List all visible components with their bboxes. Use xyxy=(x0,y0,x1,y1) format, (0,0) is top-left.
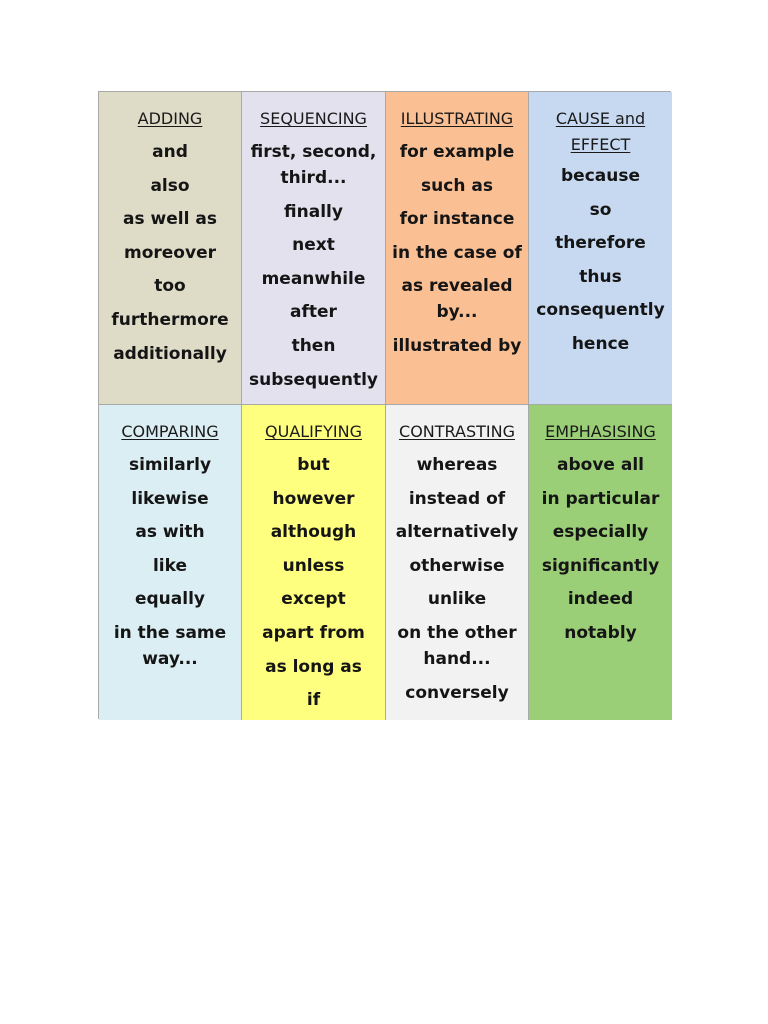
list-item: in particular xyxy=(541,488,660,509)
list-item: conversely xyxy=(405,682,509,703)
list-item: notably xyxy=(564,622,637,643)
category-cell-emphasising xyxy=(529,405,672,720)
category-heading: ILLUSTRATING xyxy=(400,109,514,128)
word-list xyxy=(242,452,385,713)
category-cell-adding xyxy=(99,92,242,405)
list-item: so xyxy=(589,199,612,220)
list-item: additionally xyxy=(113,343,227,364)
word-list xyxy=(99,139,241,367)
list-item: in the same way... xyxy=(113,622,227,669)
list-item: similarly xyxy=(128,455,212,475)
list-item: consequently xyxy=(536,300,665,321)
list-item: after xyxy=(290,302,337,323)
list-item: as well as xyxy=(123,209,217,230)
category-heading: COMPARING xyxy=(121,422,219,441)
list-item: significantly xyxy=(541,555,660,576)
word-list xyxy=(529,452,672,646)
list-item: but xyxy=(297,455,330,475)
list-item: equally xyxy=(134,589,205,610)
list-item: like xyxy=(152,555,188,576)
list-item: moreover xyxy=(124,242,216,263)
list-item: alternatively xyxy=(395,522,519,543)
list-item: too xyxy=(154,276,186,297)
list-item: for instance xyxy=(399,209,515,230)
list-item: meanwhile xyxy=(261,268,366,289)
list-item: although xyxy=(270,522,357,543)
list-item: on the other hand... xyxy=(397,622,517,669)
list-item: also xyxy=(150,175,190,196)
list-item: as revealed by... xyxy=(401,276,513,323)
word-list xyxy=(386,452,528,706)
list-item: illustrated by xyxy=(392,335,522,356)
category-cell-illustrating xyxy=(386,92,529,405)
list-item: likewise xyxy=(131,488,209,509)
category-cell-contrasting xyxy=(386,405,529,720)
list-item: such as xyxy=(421,175,493,196)
category-cell-cause-and-effect xyxy=(529,92,672,405)
list-item: therefore xyxy=(555,233,646,254)
list-item: if xyxy=(306,690,321,711)
list-item: next xyxy=(292,235,335,256)
list-item: hence xyxy=(571,333,630,354)
category-heading: ADDING xyxy=(137,109,203,128)
category-cell-qualifying xyxy=(242,405,386,720)
category-heading: EMPHASISING xyxy=(545,422,656,441)
list-item: furthermore xyxy=(111,309,229,330)
list-item: whereas xyxy=(416,455,498,475)
list-item: then xyxy=(291,335,336,356)
list-item: for example xyxy=(399,142,515,162)
list-item: first, second, third... xyxy=(250,142,377,188)
category-heading: CONTRASTING xyxy=(399,422,515,441)
word-list xyxy=(386,139,528,359)
word-list xyxy=(99,452,241,672)
list-item: in the case of xyxy=(392,242,522,263)
list-item: indeed xyxy=(567,589,634,610)
category-heading: CAUSE and EFFECT xyxy=(555,109,646,154)
category-heading: SEQUENCING xyxy=(260,109,367,128)
list-item: however xyxy=(272,488,355,509)
connectives-table xyxy=(98,91,671,719)
list-item: unless xyxy=(282,555,345,576)
list-item: finally xyxy=(284,201,343,222)
list-item: subsequently xyxy=(249,369,378,390)
list-item: above all xyxy=(557,455,644,475)
list-item: as with xyxy=(135,522,205,543)
category-heading: QUALIFYING xyxy=(265,422,362,441)
word-list xyxy=(529,163,672,357)
list-item: because xyxy=(561,166,640,186)
category-cell-sequencing xyxy=(242,92,386,405)
list-item: otherwise xyxy=(409,555,505,576)
list-item: especially xyxy=(552,522,649,543)
list-item: as long as xyxy=(265,656,362,677)
list-item: and xyxy=(152,142,188,162)
list-item: instead of xyxy=(408,488,506,509)
list-item: unlike xyxy=(427,589,487,610)
list-item: except xyxy=(281,589,346,610)
list-item: apart from xyxy=(262,622,365,643)
word-list xyxy=(242,139,385,393)
list-item: thus xyxy=(579,266,622,287)
category-cell-comparing xyxy=(99,405,242,720)
